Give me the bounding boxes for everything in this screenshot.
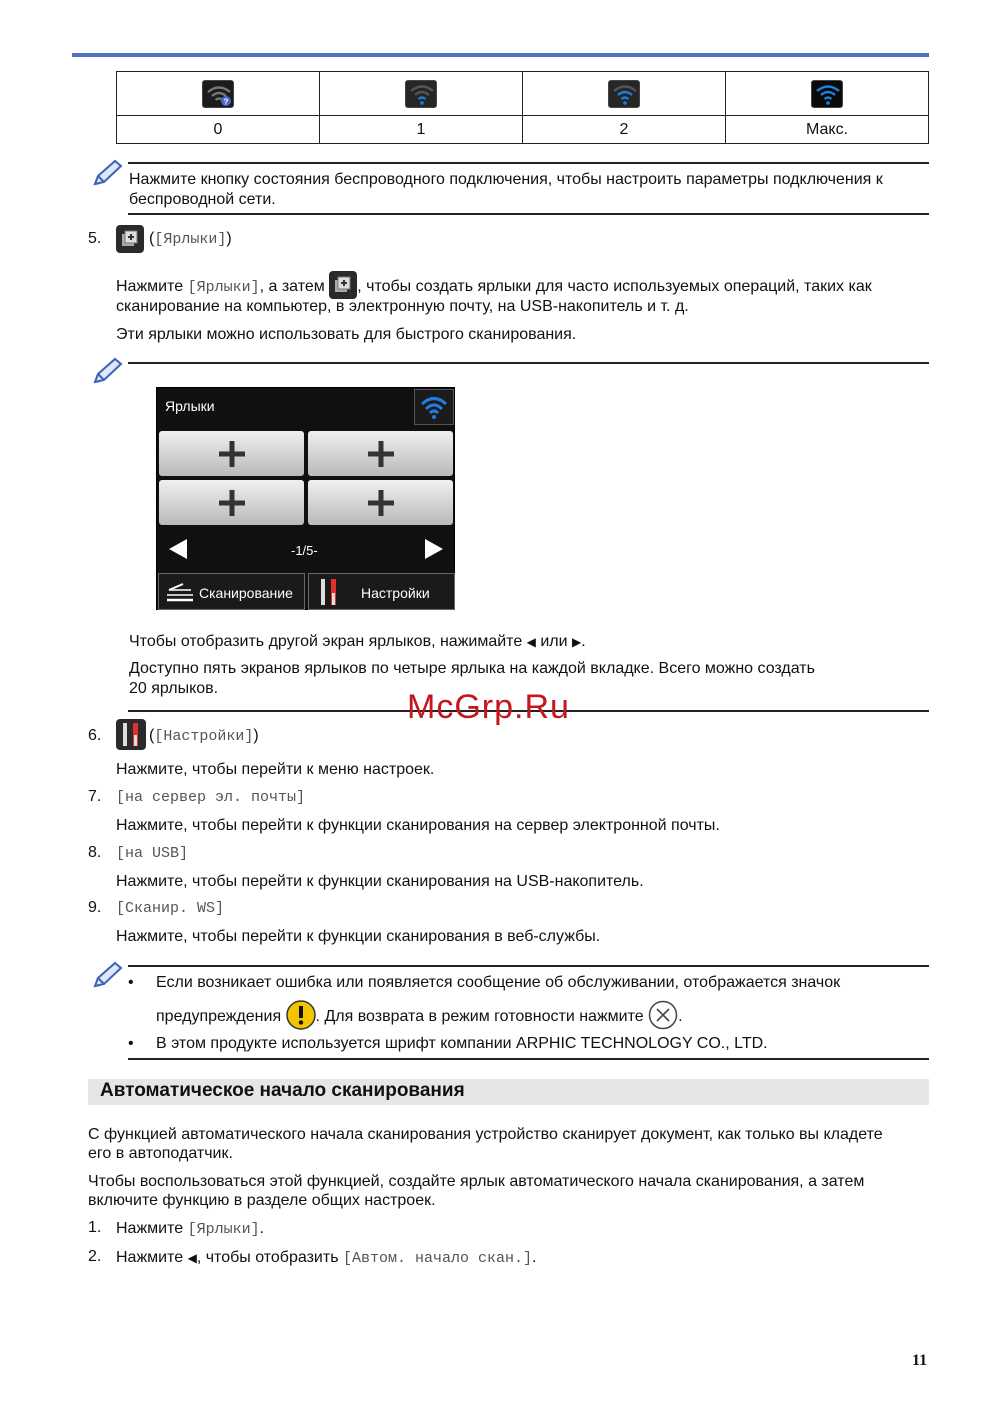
section-p1-line1: С функцией автоматического начала сканирования устройство сканирует документ, как только вы кладете: [88, 1126, 883, 1143]
lcd-scan-button[interactable]: [158, 573, 305, 610]
lcd-scan-label: Сканирование: [199, 585, 293, 601]
watermark: McGrp.Ru: [407, 688, 570, 726]
wifi-level-label: 2: [523, 116, 726, 144]
plus-icon: [366, 488, 396, 518]
step6-desc: Нажмите, чтобы перейти к меню настроек.: [116, 761, 435, 778]
step5-line2: сканирование на компьютер, в электронную почту, на USB-накопитель и т. д.: [116, 298, 689, 315]
paren-close: ): [226, 230, 232, 247]
lcd-add-shortcut-button[interactable]: [159, 431, 304, 476]
wifi-level-label: 0: [117, 116, 320, 144]
note3-text-c: .: [678, 1008, 683, 1025]
note2-text-mid: или: [535, 633, 573, 650]
settings-menu-code: [Настройки]: [154, 728, 254, 745]
note2-text-a: Чтобы отобразить другой экран ярлыков, нажимайте: [129, 633, 527, 650]
bullet: •: [128, 974, 134, 991]
lcd-wifi-button[interactable]: [414, 389, 454, 425]
bullet: •: [128, 1035, 134, 1052]
sec-step2-text-b: , чтобы отобразить: [196, 1249, 343, 1266]
step8-desc: Нажмите, чтобы перейти к функции сканирования на USB-накопитель.: [116, 873, 644, 890]
step-number: 2.: [88, 1248, 102, 1265]
sec-step1-text: Нажмите: [116, 1220, 188, 1237]
note-top-rule: [128, 362, 929, 364]
lcd-prev-arrow-icon[interactable]: [167, 538, 189, 560]
plus-icon: [217, 488, 247, 518]
paren-close: ): [253, 727, 259, 744]
step5-text-a: Нажмите: [116, 278, 188, 295]
note2-line3: 20 ярлыков.: [129, 680, 219, 697]
cancel-x-icon: [648, 1000, 678, 1030]
right-arrow-icon: ▶: [572, 635, 582, 649]
paren-open: (: [149, 230, 155, 247]
section-p2-line1: Чтобы воспользоваться этой функцией, создайте ярлык автоматического начала сканирования, а затем: [88, 1173, 865, 1190]
wifi-off-icon: [202, 80, 234, 108]
auto-start-scan-code: [Автом. начало скан.]: [342, 1250, 532, 1267]
lcd-shortcuts-screen: [156, 387, 455, 610]
step-number: 5.: [88, 230, 102, 247]
wifi-level-table: [116, 71, 929, 144]
wifi-level-1-icon: [405, 80, 437, 108]
header-rule: [72, 53, 929, 57]
lcd-settings-button[interactable]: [308, 573, 455, 610]
lcd-page-indicator: -1/5-: [291, 543, 318, 558]
shortcuts-code-inline: [Ярлыки]: [187, 1221, 260, 1238]
lcd-next-arrow-icon[interactable]: [423, 538, 445, 560]
note2-line2: Доступно пять экранов ярлыков по четыре ярлыка на каждой вкладке. Всего можно создать: [129, 660, 815, 677]
step-number: 1.: [88, 1219, 102, 1236]
note-top-rule: [128, 162, 929, 164]
lcd-add-shortcut-button[interactable]: [159, 480, 304, 525]
svg-text:?: ?: [223, 97, 229, 106]
left-arrow-icon: ◀: [526, 635, 536, 649]
note-pencil-icon: [91, 158, 125, 188]
settings-tools-icon: [317, 577, 341, 607]
section-title: Автоматическое начало сканирования: [100, 1080, 465, 1101]
step5-line3: Эти ярлыки можно использовать для быстрого сканирования.: [116, 326, 577, 343]
scan-icon: [165, 580, 195, 604]
shortcuts-menu-code: [Ярлыки]: [154, 231, 227, 248]
step9-desc: Нажмите, чтобы перейти к функции сканирования в веб-службы.: [116, 928, 601, 945]
section-p2-line2: включите функцию в разделе общих настроек.: [88, 1192, 436, 1209]
sec-step2-text-a: Нажмите: [116, 1249, 188, 1266]
note-bottom-rule: [128, 1058, 929, 1060]
step-number: 7.: [88, 788, 102, 805]
section-p1-line2: его в автоподатчик.: [88, 1145, 233, 1162]
note2-text-end: .: [581, 633, 586, 650]
sec-step2-end: .: [532, 1249, 537, 1266]
plus-icon: [366, 439, 396, 469]
sec-step1-end: .: [259, 1220, 265, 1237]
lcd-add-shortcut-button[interactable]: [308, 431, 453, 476]
lcd-title: Ярлыки: [165, 398, 215, 414]
step-number: 6.: [88, 727, 102, 744]
note-wifi-text: Нажмите кнопку состояния беспроводного подключения, чтобы настроить параметры подключения к беспроводной сети.: [129, 171, 883, 208]
note-bottom-rule: [128, 213, 929, 215]
warning-icon: [286, 1000, 316, 1030]
note3-bullet2: В этом продукте используется шрифт компании ARPHIC TECHNOLOGY CO., LTD.: [156, 1035, 768, 1052]
left-arrow-icon: ◀: [187, 1251, 197, 1265]
wifi-max-icon: [811, 80, 843, 108]
note3-text-a: предупреждения: [156, 1008, 286, 1025]
section-heading-bar: [88, 1079, 929, 1105]
lcd-add-shortcut-button[interactable]: [308, 480, 453, 525]
shortcuts-icon: [116, 225, 144, 253]
ws-scan-code: [Сканир. WS]: [116, 900, 225, 917]
note-pencil-icon: [91, 356, 125, 386]
settings-icon: [116, 719, 146, 750]
email-server-code: [на сервер эл. почты]: [116, 789, 306, 806]
note-top-rule: [128, 965, 929, 967]
step-number: 9.: [88, 899, 102, 916]
usb-code: [на USB]: [116, 845, 189, 862]
note3-bullet1-line1: Если возникает ошибка или появляется сообщение об обслуживании, отображается значок: [156, 974, 841, 991]
plus-icon: [217, 439, 247, 469]
step5-text-c: , чтобы создать ярлыки для часто используемых операций, таких как: [357, 278, 872, 295]
lcd-settings-label: Настройки: [361, 585, 430, 601]
add-shortcut-icon: [329, 271, 357, 299]
step5-text-b: , а затем: [259, 278, 330, 295]
wifi-level-2-icon: [608, 80, 640, 108]
paren-open: (: [149, 727, 155, 744]
note3-text-b: . Для возврата в режим готовности нажмите: [315, 1008, 649, 1025]
note-pencil-icon: [91, 960, 125, 990]
page-number: 11: [912, 1352, 928, 1369]
step-number: 8.: [88, 844, 102, 861]
step7-desc: Нажмите, чтобы перейти к функции сканирования на сервер электронной почты.: [116, 817, 720, 834]
wifi-level-label: 1: [320, 116, 523, 144]
shortcuts-code-inline: [Ярлыки]: [187, 279, 260, 296]
wifi-level-label: Макс.: [726, 116, 929, 144]
